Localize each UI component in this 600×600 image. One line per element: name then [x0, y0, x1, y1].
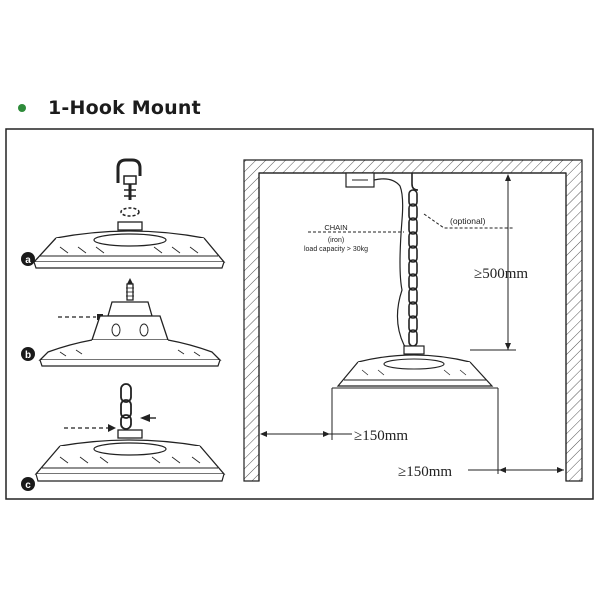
diagram-border [6, 129, 593, 499]
room-diagram [244, 160, 582, 481]
right-clearance-label: ≥150mm [398, 464, 453, 480]
step-a-badge-label: a [25, 255, 31, 266]
height-dimension-label: ≥500mm [474, 266, 529, 282]
left-clearance-label: ≥150mm [354, 428, 409, 444]
insert-arrow-c-head [108, 424, 116, 432]
ceiling-walls [244, 160, 582, 481]
step-a-illustration [21, 160, 224, 268]
lamp-a-icon [34, 222, 224, 268]
chain-links-icon [121, 384, 131, 429]
step-c-badge-label: c [25, 480, 31, 491]
optional-label: (optional) [450, 216, 486, 226]
chain-label: CHAIN [324, 223, 348, 232]
threaded-rod-icon [126, 278, 134, 300]
step-b-badge-label: b [24, 350, 32, 361]
clamp-arrow-c-head [140, 414, 150, 422]
step-c-illustration [21, 384, 224, 491]
highbay-fixture-icon [332, 346, 498, 474]
hook-icon [118, 160, 140, 200]
ceiling-hook-icon [412, 173, 418, 190]
page-title: 1-Hook Mount [48, 97, 201, 119]
lamp-c-icon [36, 430, 224, 481]
power-cable [374, 179, 403, 220]
step-b-illustration [21, 278, 220, 366]
chain-material: (iron) [327, 237, 345, 244]
chain-capacity: load capacity > 30kg [303, 246, 369, 253]
chain-icon [409, 190, 417, 346]
lamp-b-icon [40, 302, 220, 366]
mount-ring-icon [121, 208, 139, 216]
